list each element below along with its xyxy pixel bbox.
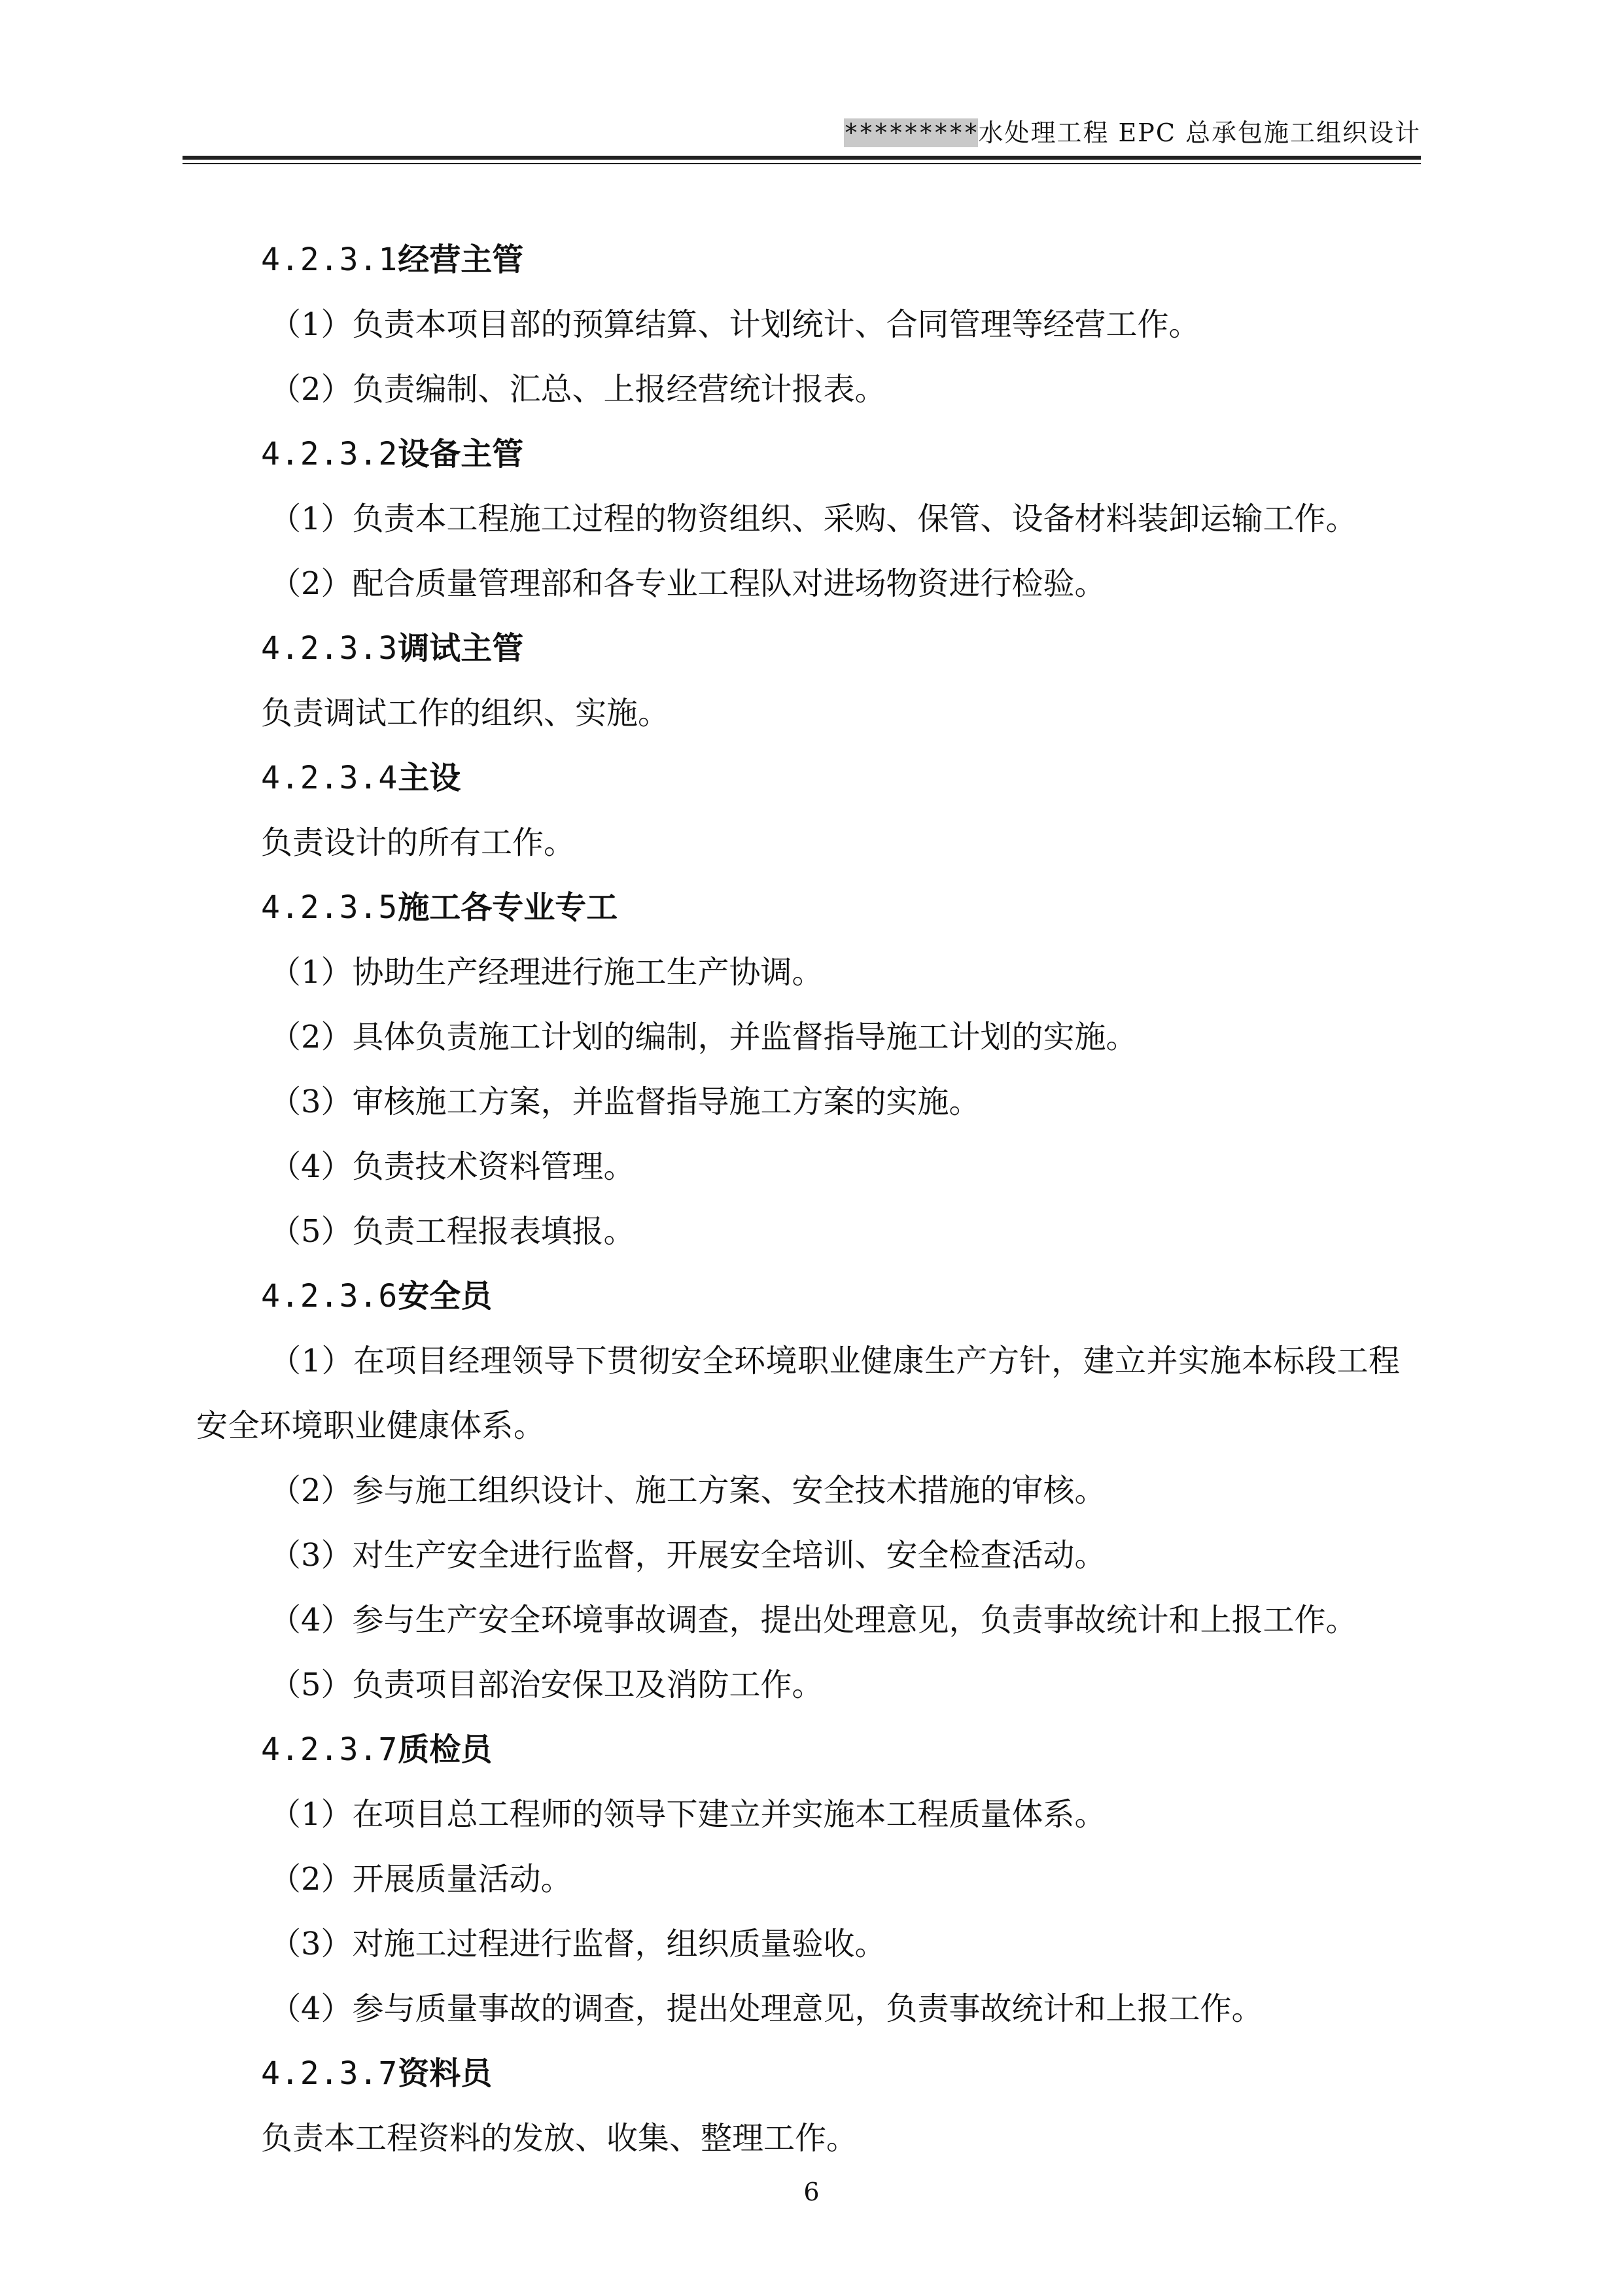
- paragraph: （3）审核施工方案，并监督指导施工方案的实施。: [270, 1084, 981, 1120]
- paragraph: （5）负责工程报表填报。: [270, 1213, 635, 1250]
- paragraph: （5）负责项目部治安保卫及消防工作。: [270, 1667, 824, 1703]
- paragraph: （1）在项目总工程师的领导下建立并实施本工程质量体系。: [270, 1796, 1106, 1833]
- header-mask: *********: [843, 118, 979, 147]
- paragraph: 负责调试工作的组织、实施。: [261, 695, 670, 732]
- section-heading-4-2-3-7-documents: 4.2.3.7资料员: [261, 2055, 493, 2092]
- page-header: [183, 110, 1421, 156]
- document-body: [196, 228, 1420, 2171]
- header-rule-thin: [183, 163, 1421, 164]
- paragraph: 负责本工程资料的发放、收集、整理工作。: [261, 2120, 858, 2157]
- section-heading-4-2-3-7-quality: 4.2.3.7质检员: [261, 1731, 493, 1768]
- paragraph: （2）开展质量活动。: [270, 1861, 572, 1898]
- paragraph: （3）对生产安全进行监督，开展安全培训、安全检查活动。: [270, 1537, 1106, 1574]
- section-heading-4-2-3-1: 4.2.3.1经营主管: [261, 241, 524, 278]
- section-heading-4-2-3-5: 4.2.3.5施工各专业专工: [261, 889, 618, 926]
- section-heading-4-2-3-6: 4.2.3.6安全员: [261, 1278, 493, 1315]
- paragraph: （1）负责本项目部的预算结算、计划统计、合同管理等经营工作。: [270, 306, 1200, 343]
- paragraph: （2）具体负责施工计划的编制，并监督指导施工计划的实施。: [270, 1019, 1138, 1055]
- paragraph: （2）配合质量管理部和各专业工程队对进场物资进行检验。: [270, 565, 1106, 602]
- header-rule-thick: [183, 156, 1421, 160]
- paragraph: 负责设计的所有工作。: [261, 824, 576, 861]
- section-heading-4-2-3-2: 4.2.3.2设备主管: [261, 436, 524, 472]
- section-heading-4-2-3-3: 4.2.3.3调试主管: [261, 630, 524, 667]
- paragraph: （1）协助生产经理进行施工生产协调。: [270, 954, 824, 991]
- paragraph: （2）负责编制、汇总、上报经营统计报表。: [270, 371, 886, 408]
- paragraph: （4）负责技术资料管理。: [270, 1148, 635, 1185]
- section-heading-4-2-3-4: 4.2.3.4主设: [261, 760, 461, 796]
- header-title: 水处理工程 EPC 总承包施工组织设计: [978, 118, 1421, 147]
- paragraph: （1）负责本工程施工过程的物资组织、采购、保管、设备材料装卸运输工作。: [270, 501, 1357, 537]
- paragraph: （2）参与施工组织设计、施工方案、安全技术措施的审核。: [270, 1472, 1106, 1509]
- page-number: 6: [803, 2178, 820, 2206]
- paragraph: （4）参与质量事故的调查，提出处理意见，负责事故统计和上报工作。: [270, 1990, 1263, 2027]
- paragraph: （4）参与生产安全环境事故调查，提出处理意见，负责事故统计和上报工作。: [270, 1602, 1357, 1638]
- paragraph-wrapped: （1）在项目经理领导下贯彻安全环境职业健康生产方针，建立并实施本标段工程安全环境职业健康体系。: [196, 1343, 1401, 1444]
- paragraph: （3）对施工过程进行监督，组织质量验收。: [270, 1926, 886, 1962]
